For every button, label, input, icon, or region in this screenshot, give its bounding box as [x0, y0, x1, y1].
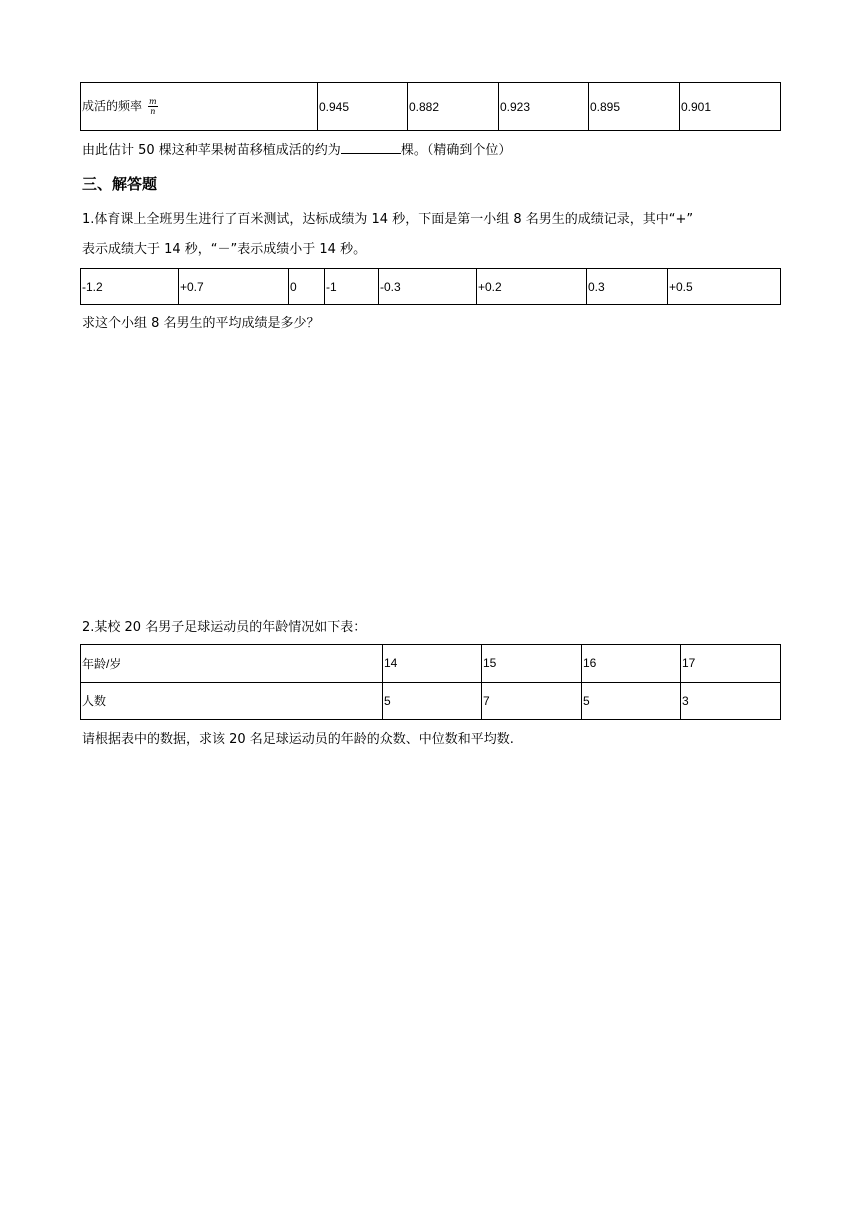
count-cell: 3	[681, 682, 781, 720]
count-cell: 5	[383, 682, 482, 720]
count-row-label: 人数	[81, 682, 383, 720]
sprint-record-row	[81, 269, 781, 305]
fraction-m-over-n: $\frac{m}{n}$	[149, 97, 157, 117]
sprint-record-cell: -0.3	[379, 269, 477, 305]
estimate-prefix: 由此估计 50 棵这种苹果树苗移植成活的约为	[82, 143, 341, 158]
answer-blank	[341, 141, 401, 154]
sprint-record-cell: -1.2	[81, 269, 179, 305]
age-table	[80, 644, 781, 720]
frequency-value: 0.945	[318, 83, 408, 131]
sprint-record-cell: +0.7	[179, 269, 289, 305]
q1-line1: 1.体育课上全班男生进行了百米测试，达标成绩为 14 秒，下面是第一小组 8 名男生的成绩记录，其中“+”	[82, 212, 694, 227]
count-cell: 7	[482, 682, 582, 720]
sprint-record-cell: +0.2	[477, 269, 587, 305]
section-title: 三、解答题	[82, 175, 158, 193]
q2-question: 请根据表中的数据，求该 20 名足球运动员的年龄的众数、中位数和平均数.	[82, 732, 514, 747]
age-row	[81, 645, 781, 683]
frequency-table	[80, 82, 781, 131]
frequency-label-cell	[81, 83, 318, 131]
sprint-record-table	[80, 268, 781, 305]
q1-line2: 表示成绩大于 14 秒，“－”表示成绩小于 14 秒。	[82, 242, 367, 257]
age-cell: 15	[482, 645, 582, 683]
frequency-label: 成活的频率	[82, 98, 143, 113]
frequency-value: 0.882	[408, 83, 499, 131]
q2-intro: 2.某校 20 名男子足球运动员的年龄情况如下表：	[82, 620, 367, 635]
frequency-row	[81, 83, 781, 131]
estimate-sentence	[82, 141, 511, 160]
frequency-value: 0.895	[589, 83, 680, 131]
sprint-record-cell: 0.3	[587, 269, 668, 305]
q1-question: 求这个小组 8 名男生的平均成绩是多少？	[82, 316, 320, 331]
sprint-record-cell: -1	[325, 269, 379, 305]
frequency-value: 0.901	[680, 83, 781, 131]
sprint-record-cell: +0.5	[668, 269, 781, 305]
count-cell: 5	[582, 682, 681, 720]
count-row	[81, 682, 781, 720]
sprint-record-cell: 0	[289, 269, 325, 305]
age-cell: 17	[681, 645, 781, 683]
frequency-value: 0.923	[499, 83, 589, 131]
age-cell: 16	[582, 645, 681, 683]
estimate-suffix: 棵。（精确到个位）	[400, 143, 512, 158]
age-cell: 14	[383, 645, 482, 683]
age-row-label: 年龄/岁	[81, 645, 383, 683]
